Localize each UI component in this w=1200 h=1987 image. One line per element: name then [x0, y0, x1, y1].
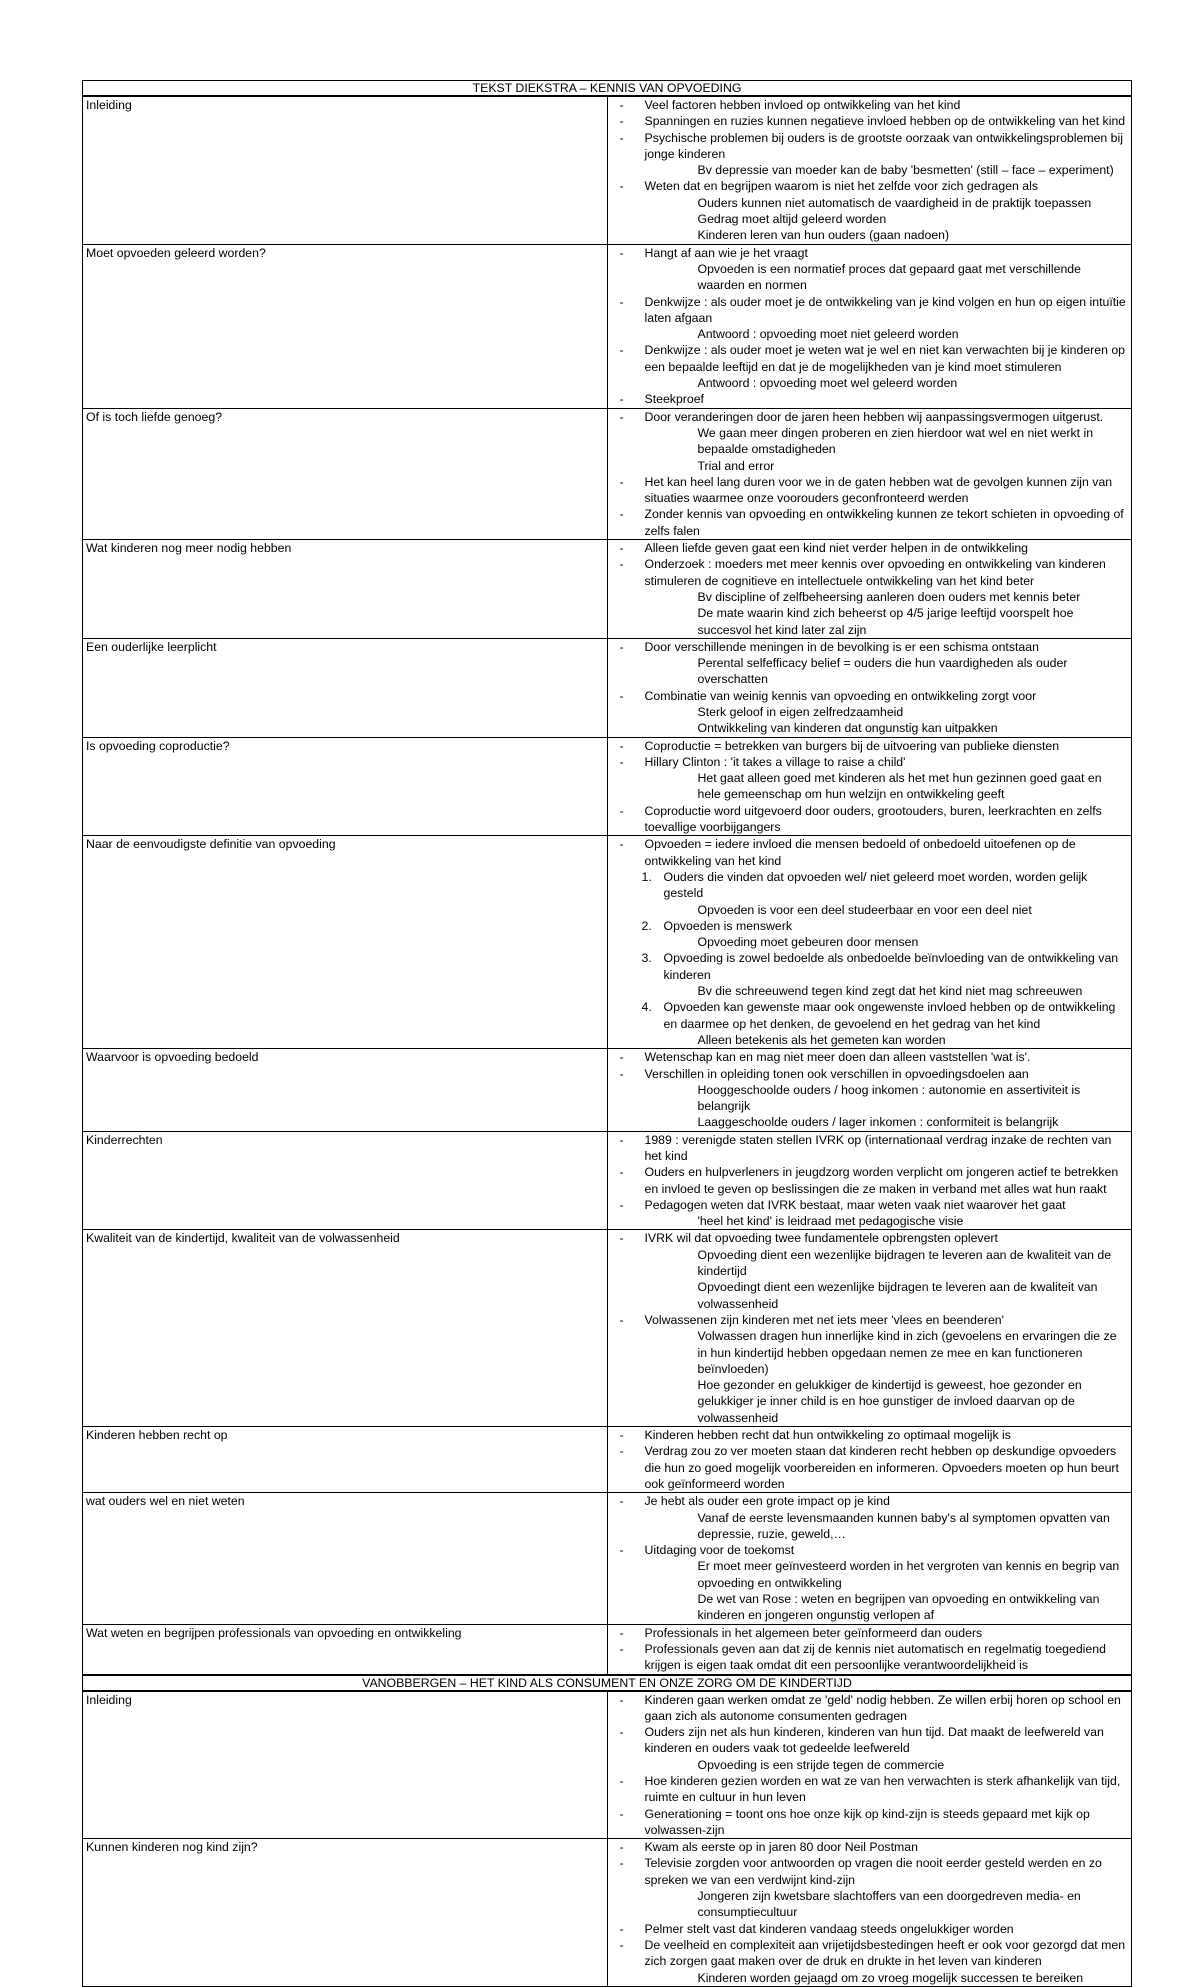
bullet-item: - Combinatie van weinig kennis van opvoeding en ontwikkeling zorgt voor — [612, 688, 1129, 704]
sub-item: Bv depressie van moeder kan de baby 'besmetten' (still – face – experiment) — [697, 163, 1114, 178]
table-row — [83, 408, 1132, 539]
table-row — [83, 836, 1132, 1049]
bullet-item: - Professionals geven aan dat zij de kennis niet automatisch en regelmatig toegediend krijgen is eigen taak omdat dit een persoonlijke verantwoordelijkheid is — [612, 1641, 1129, 1674]
bullet-item: - Onderzoek : moeders met meer kennis over opvoeding en ontwikkeling van kinderen stimuleren de cognitieve en intellectuele ontwikkeling van het kind beter — [612, 556, 1129, 589]
sub-item: Opvoeding dient een wezenlijke bijdragen te leveren aan de kwaliteit van de kindertijd — [697, 1247, 1112, 1279]
bullet-item: - IVRK wil dat opvoeding twee fundamentele opbrengsten oplevert — [612, 1230, 1129, 1246]
notes-cell — [607, 1691, 1132, 1839]
notes-cell — [607, 1230, 1132, 1427]
bullet-item: - Professionals in het algemeen beter geïnformeerd dan ouders — [612, 1625, 1129, 1641]
summary-table — [82, 80, 1132, 1987]
bullet-item: - Hillary Clinton : 'it takes a village to raise a child' — [612, 754, 1129, 770]
notes-cell — [607, 638, 1132, 737]
bullet-item: - Je hebt als ouder een grote impact op je kind — [612, 1493, 1129, 1509]
bullet-item: - Denkwijze : als ouder moet je de ontwikkeling van je kind volgen en hun op eigen intuïtie laten afgaan — [612, 294, 1129, 327]
sub-item: 'heel het kind' is leidraad met pedagogische visie — [697, 1214, 964, 1229]
notes-cell — [607, 408, 1132, 539]
bullet-item: - Hangt af aan wie je het vraagt — [612, 245, 1129, 261]
table-row — [83, 1131, 1132, 1230]
bullet-item: - Door verschillende meningen in de bevolking is er een schisma ontstaan — [612, 639, 1129, 655]
sub-item: Er moet meer geïnvesteerd worden in het vergroten van kennis en begrip van opvoeding en ontwikkeling — [697, 1559, 1120, 1590]
notes-cell — [607, 540, 1132, 639]
sub-item: Trial and error — [697, 458, 775, 473]
topic-cell: Inleiding — [83, 96, 608, 244]
table-row — [83, 1839, 1132, 1987]
sub-item: Jongeren zijn kwetsbare slachtoffers van een doorgedreven media- en consumptiecultuur — [697, 1889, 1081, 1920]
bullet-item: - Opvoeden = iedere invloed die mensen bedoeld of onbedoeld uitoefenen op de ontwikkeling van het kind — [612, 836, 1129, 869]
sub-item: Antwoord : opvoeding moet niet geleerd worden — [697, 327, 959, 342]
bullet-item: - Wetenschap kan en mag niet meer doen dan alleen vaststellen 'wat is'. — [612, 1049, 1129, 1065]
sub-item: Kinderen leren van hun ouders (gaan nadoen) — [697, 228, 950, 243]
topic-cell: Inleiding — [83, 1691, 608, 1839]
table-row — [83, 1049, 1132, 1131]
bullet-item: - Ouders en hulpverleners in jeugdzorg worden verplicht om jongeren actief te betrekken en invloed te geven op beslissingen die ze maken in verband met alles wat hun raakt — [612, 1164, 1129, 1197]
sub-item: Sterk geloof in eigen zelfredzaamheid — [697, 704, 904, 719]
bullet-item: - Televisie zorgden voor antwoorden op vragen die nooit eerder gesteld werden en zo spreken we van een verdwijnt kind-zijn — [612, 1855, 1129, 1888]
topic-cell: Kwaliteit van de kindertijd, kwaliteit van de volwassenheid — [83, 1230, 608, 1427]
topic-cell: Een ouderlijke leerplicht — [83, 638, 608, 737]
bullet-item: - Alleen liefde geven gaat een kind niet verder helpen in de ontwikkeling — [612, 540, 1129, 556]
topic-cell: wat ouders wel en niet weten — [83, 1493, 608, 1624]
notes-cell — [607, 1427, 1132, 1493]
sub-item: Kinderen worden gejaagd om zo vroeg mogelijk successen te bereiken — [697, 1970, 1084, 1985]
bullet-item: - Hoe kinderen gezien worden en wat ze van hen verwachten is sterk afhankelijk van tijd, ruimte en cultuur in hun leven — [612, 1773, 1129, 1806]
summary-table-body — [83, 81, 1132, 1987]
sub-item: Laaggeschoolde ouders / lager inkomen : conformiteit is belangrijk — [697, 1115, 1059, 1130]
sub-item: Gedrag moet altijd geleerd worden — [697, 212, 887, 227]
sub-item: De wet van Rose : weten en begrijpen van opvoeding en ontwikkeling van kinderen en jongeren ongunstig verlopen af — [697, 1592, 1100, 1623]
item-text: Opvoeding is zowel bedoelde als onbedoelde beïnvloeding van de ontwikkeling van kinderen — [663, 951, 1119, 982]
topic-cell: Moet opvoeden geleerd worden? — [83, 244, 608, 408]
sub-item: Bv die schreeuwend tegen kind zegt dat het kind niet mag schreeuwen — [697, 984, 1083, 999]
bullet-item: - Kwam als eerste op in jaren 80 door Neil Postman — [612, 1839, 1129, 1855]
item-number: 2. — [641, 918, 652, 933]
notes-cell — [607, 1493, 1132, 1624]
numbered-item — [612, 950, 1129, 983]
bullet-item: - Verdrag zou zo ver moeten staan dat kinderen recht hebben op deskundige opvoeders die hun zo goed mogelijk voorbereiden en informeren. Opvoeders moeten op hun beurt ook geïnformeerd worden — [612, 1443, 1129, 1492]
bullet-item: - Coproductie = betrekken van burgers bij de uitvoering van publieke diensten — [612, 738, 1129, 754]
topic-cell: Waarvoor is opvoeding bedoeld — [83, 1049, 608, 1131]
topic-cell: Wat weten en begrijpen professionals van opvoeding en ontwikkeling — [83, 1624, 608, 1674]
sub-item: Bv discipline of zelfbeheersing aanleren doen ouders met kennis beter — [697, 589, 1081, 604]
sub-item: We gaan meer dingen proberen en zien hierdoor wat wel en niet werkt in bepaalde omstadigheden — [697, 425, 1094, 457]
sub-item: Antwoord : opvoeding moet wel geleerd worden — [697, 376, 958, 391]
bullet-item: - Spanningen en ruzies kunnen negatieve invloed hebben op de ontwikkeling van het kind — [612, 113, 1129, 129]
bullet-item: - Steekproef — [612, 391, 1129, 407]
section-title: TEKST DIEKSTRA – KENNIS VAN OPVOEDING — [83, 81, 1132, 97]
topic-cell: Is opvoeding coproductie? — [83, 737, 608, 836]
sub-item: Het gaat alleen goed met kinderen als het met hun gezinnen goed gaat en hele gemeenschap om hun welzijn en ontwikkeling geeft — [697, 771, 1102, 802]
bullet-item: - Kinderen hebben recht dat hun ontwikkeling zo optimaal mogelijk is — [612, 1427, 1129, 1443]
item-number: 4. — [641, 1000, 652, 1015]
sub-item: Opvoeding moet gebeuren door mensen — [697, 935, 919, 950]
notes-cell — [607, 1049, 1132, 1131]
sub-item: Vanaf de eerste levensmaanden kunnen baby's al symptomen opvatten van depressie, ruzie, geweld,… — [697, 1510, 1110, 1541]
bullet-item: - Ouders zijn net als hun kinderen, kinderen van hun tijd. Dat maakt de leefwereld van kinderen en ouders vaak tot gedeelde leefwereld — [612, 1724, 1129, 1757]
document — [82, 80, 1132, 1987]
section-header-row — [83, 1675, 1132, 1691]
sub-item: Volwassen dragen hun innerlijke kind in zich (gevoelens en ervaringen die ze in hun kindertijd hebben opgedaan nemen ze mee en kan functioneren beïnvloeden) — [697, 1329, 1117, 1376]
table-row — [83, 1691, 1132, 1839]
topic-cell: Kinderrechten — [83, 1131, 608, 1230]
bullet-item: - Verschillen in opleiding tonen ook verschillen in opvoedingsdoelen aan — [612, 1066, 1129, 1082]
section-title: VANOBBERGEN – HET KIND ALS CONSUMENT EN ONZE ZORG OM DE KINDERTIJD — [83, 1675, 1132, 1691]
item-number: 1. — [641, 869, 652, 884]
bullet-item: - Uitdaging voor de toekomst — [612, 1542, 1129, 1558]
bullet-item: - Weten dat en begrijpen waarom is niet het zelfde voor zich gedragen als — [612, 178, 1129, 194]
bullet-item: - Pelmer stelt vast dat kinderen vandaag steeds ongelukkiger worden — [612, 1921, 1129, 1937]
notes-cell — [607, 1839, 1132, 1987]
sub-item: De mate waarin kind zich beheerst op 4/5 jarige leeftijd voorspelt hoe succesvol het kind later zal zijn — [697, 606, 1074, 637]
topic-cell: Wat kinderen nog meer nodig hebben — [83, 540, 608, 639]
notes-cell — [607, 244, 1132, 408]
numbered-item — [612, 999, 1129, 1032]
topic-cell: Of is toch liefde genoeg? — [83, 408, 608, 539]
bullet-item: - Volwassenen zijn kinderen met net iets meer 'vlees en beenderen' — [612, 1312, 1129, 1328]
table-row — [83, 737, 1132, 836]
table-row — [83, 638, 1132, 737]
bullet-item: - Pedagogen weten dat IVRK bestaat, maar weten vaak niet waarover het gaat — [612, 1197, 1129, 1213]
item-text: Opvoeden kan gewenste maar ook ongewenste invloed hebben op de ontwikkeling en daarmee op het denken, de gevoelend en het gedrag van het kind — [663, 1000, 1116, 1031]
item-number: 3. — [641, 951, 652, 966]
bullet-item: - Kinderen gaan werken omdat ze 'geld' nodig hebben. Ze willen erbij horen op school en gaan zich als autonome consumenten gedragen — [612, 1692, 1129, 1725]
sub-item: Opvoeden is voor een deel studeerbaar en voor een deel niet — [697, 902, 1032, 917]
topic-cell: Naar de eenvoudigste definitie van opvoeding — [83, 836, 608, 1049]
topic-cell: Kinderen hebben recht op — [83, 1427, 608, 1493]
bullet-item: - Coproductie word uitgevoerd door ouders, grootouders, buren, leerkrachten en zelfs toevallige voorbijgangers — [612, 803, 1129, 836]
notes-cell — [607, 96, 1132, 244]
item-text: Ouders die vinden dat opvoeden wel/ niet geleerd moet worden, worden gelijk gesteld — [663, 869, 1088, 901]
numbered-item — [612, 869, 1129, 902]
sub-item: Ontwikkeling van kinderen dat ongunstig kan uitpakken — [697, 721, 998, 736]
bullet-item: - Denkwijze : als ouder moet je weten wat je wel en niet kan verwachten bij je kinderen op een bepaalde leeftijd en dat je de mogelijkheden van je kind moet stimuleren — [612, 342, 1129, 375]
bullet-item: - De veelheid en complexiteit aan vrijetijdsbestedingen heeft er ook voor gezorgd dat men zich zorgen gaat maken over de druk en drukte in het leven van kinderen — [612, 1937, 1129, 1970]
table-row — [83, 96, 1132, 244]
sub-item: Opvoeden is een normatief proces dat gepaard gaat met verschillende waarden en normen — [697, 261, 1081, 293]
bullet-item: - Door veranderingen door de jaren heen hebben wij aanpassingsvermogen uitgerust. — [612, 409, 1129, 425]
sub-item: Ouders kunnen niet automatisch de vaardigheid in de praktijk toepassen — [697, 195, 1092, 210]
table-row — [83, 244, 1132, 408]
sub-item: Perental selfefficacy belief = ouders die hun vaardigheden als ouder overschatten — [697, 656, 1068, 687]
notes-cell — [607, 836, 1132, 1049]
bullet-item: - Zonder kennis van opvoeding en ontwikkeling kunnen ze tekort schieten in opvoeding of zelfs falen — [612, 506, 1129, 539]
bullet-item: - Generationing = toont ons hoe onze kijk op kind-zijn is steeds gepaard met kijk op volwassen-zijn — [612, 1806, 1129, 1839]
bullet-item: - Het kan heel lang duren voor we in de gaten hebben wat de gevolgen kunnen zijn van situaties waarmee onze voorouders geconfronteerd werden — [612, 474, 1129, 507]
table-row — [83, 1230, 1132, 1427]
sub-item: Alleen betekenis als het gemeten kan worden — [697, 1032, 946, 1047]
notes-cell — [607, 1131, 1132, 1230]
table-row — [83, 1624, 1132, 1674]
notes-cell — [607, 737, 1132, 836]
sub-item: Hooggeschoolde ouders / hoog inkomen : autonomie en assertiviteit is belangrijk — [697, 1082, 1081, 1114]
notes-cell — [607, 1624, 1132, 1674]
numbered-item — [612, 918, 1129, 934]
bullet-item: - 1989 : verenigde staten stellen IVRK op (internationaal verdrag inzake de rechten van het kind — [612, 1132, 1129, 1165]
bullet-item: - Veel factoren hebben invloed op ontwikkeling van het kind — [612, 97, 1129, 113]
table-row — [83, 1427, 1132, 1493]
table-row — [83, 1493, 1132, 1624]
table-row — [83, 540, 1132, 639]
section-header-row — [83, 81, 1132, 97]
sub-item: Hoe gezonder en gelukkiger de kindertijd is geweest, hoe gezonder en gelukkiger je inner child is en hoe gunstiger de invloed daarvan op de volwassenheid — [697, 1378, 1082, 1425]
sub-item: Opvoedingt dient een wezenlijke bijdragen te leveren aan de kwaliteit van volwassenheid — [697, 1280, 1098, 1311]
bullet-item: - Psychische problemen bij ouders is de grootste oorzaak van ontwikkelingsproblemen bij jonge kinderen — [612, 130, 1129, 163]
topic-cell: Kunnen kinderen nog kind zijn? — [83, 1839, 608, 1987]
sub-item: Opvoeding is een strijde tegen de commercie — [697, 1757, 945, 1772]
item-text: Opvoeden is menswerk — [663, 918, 792, 933]
